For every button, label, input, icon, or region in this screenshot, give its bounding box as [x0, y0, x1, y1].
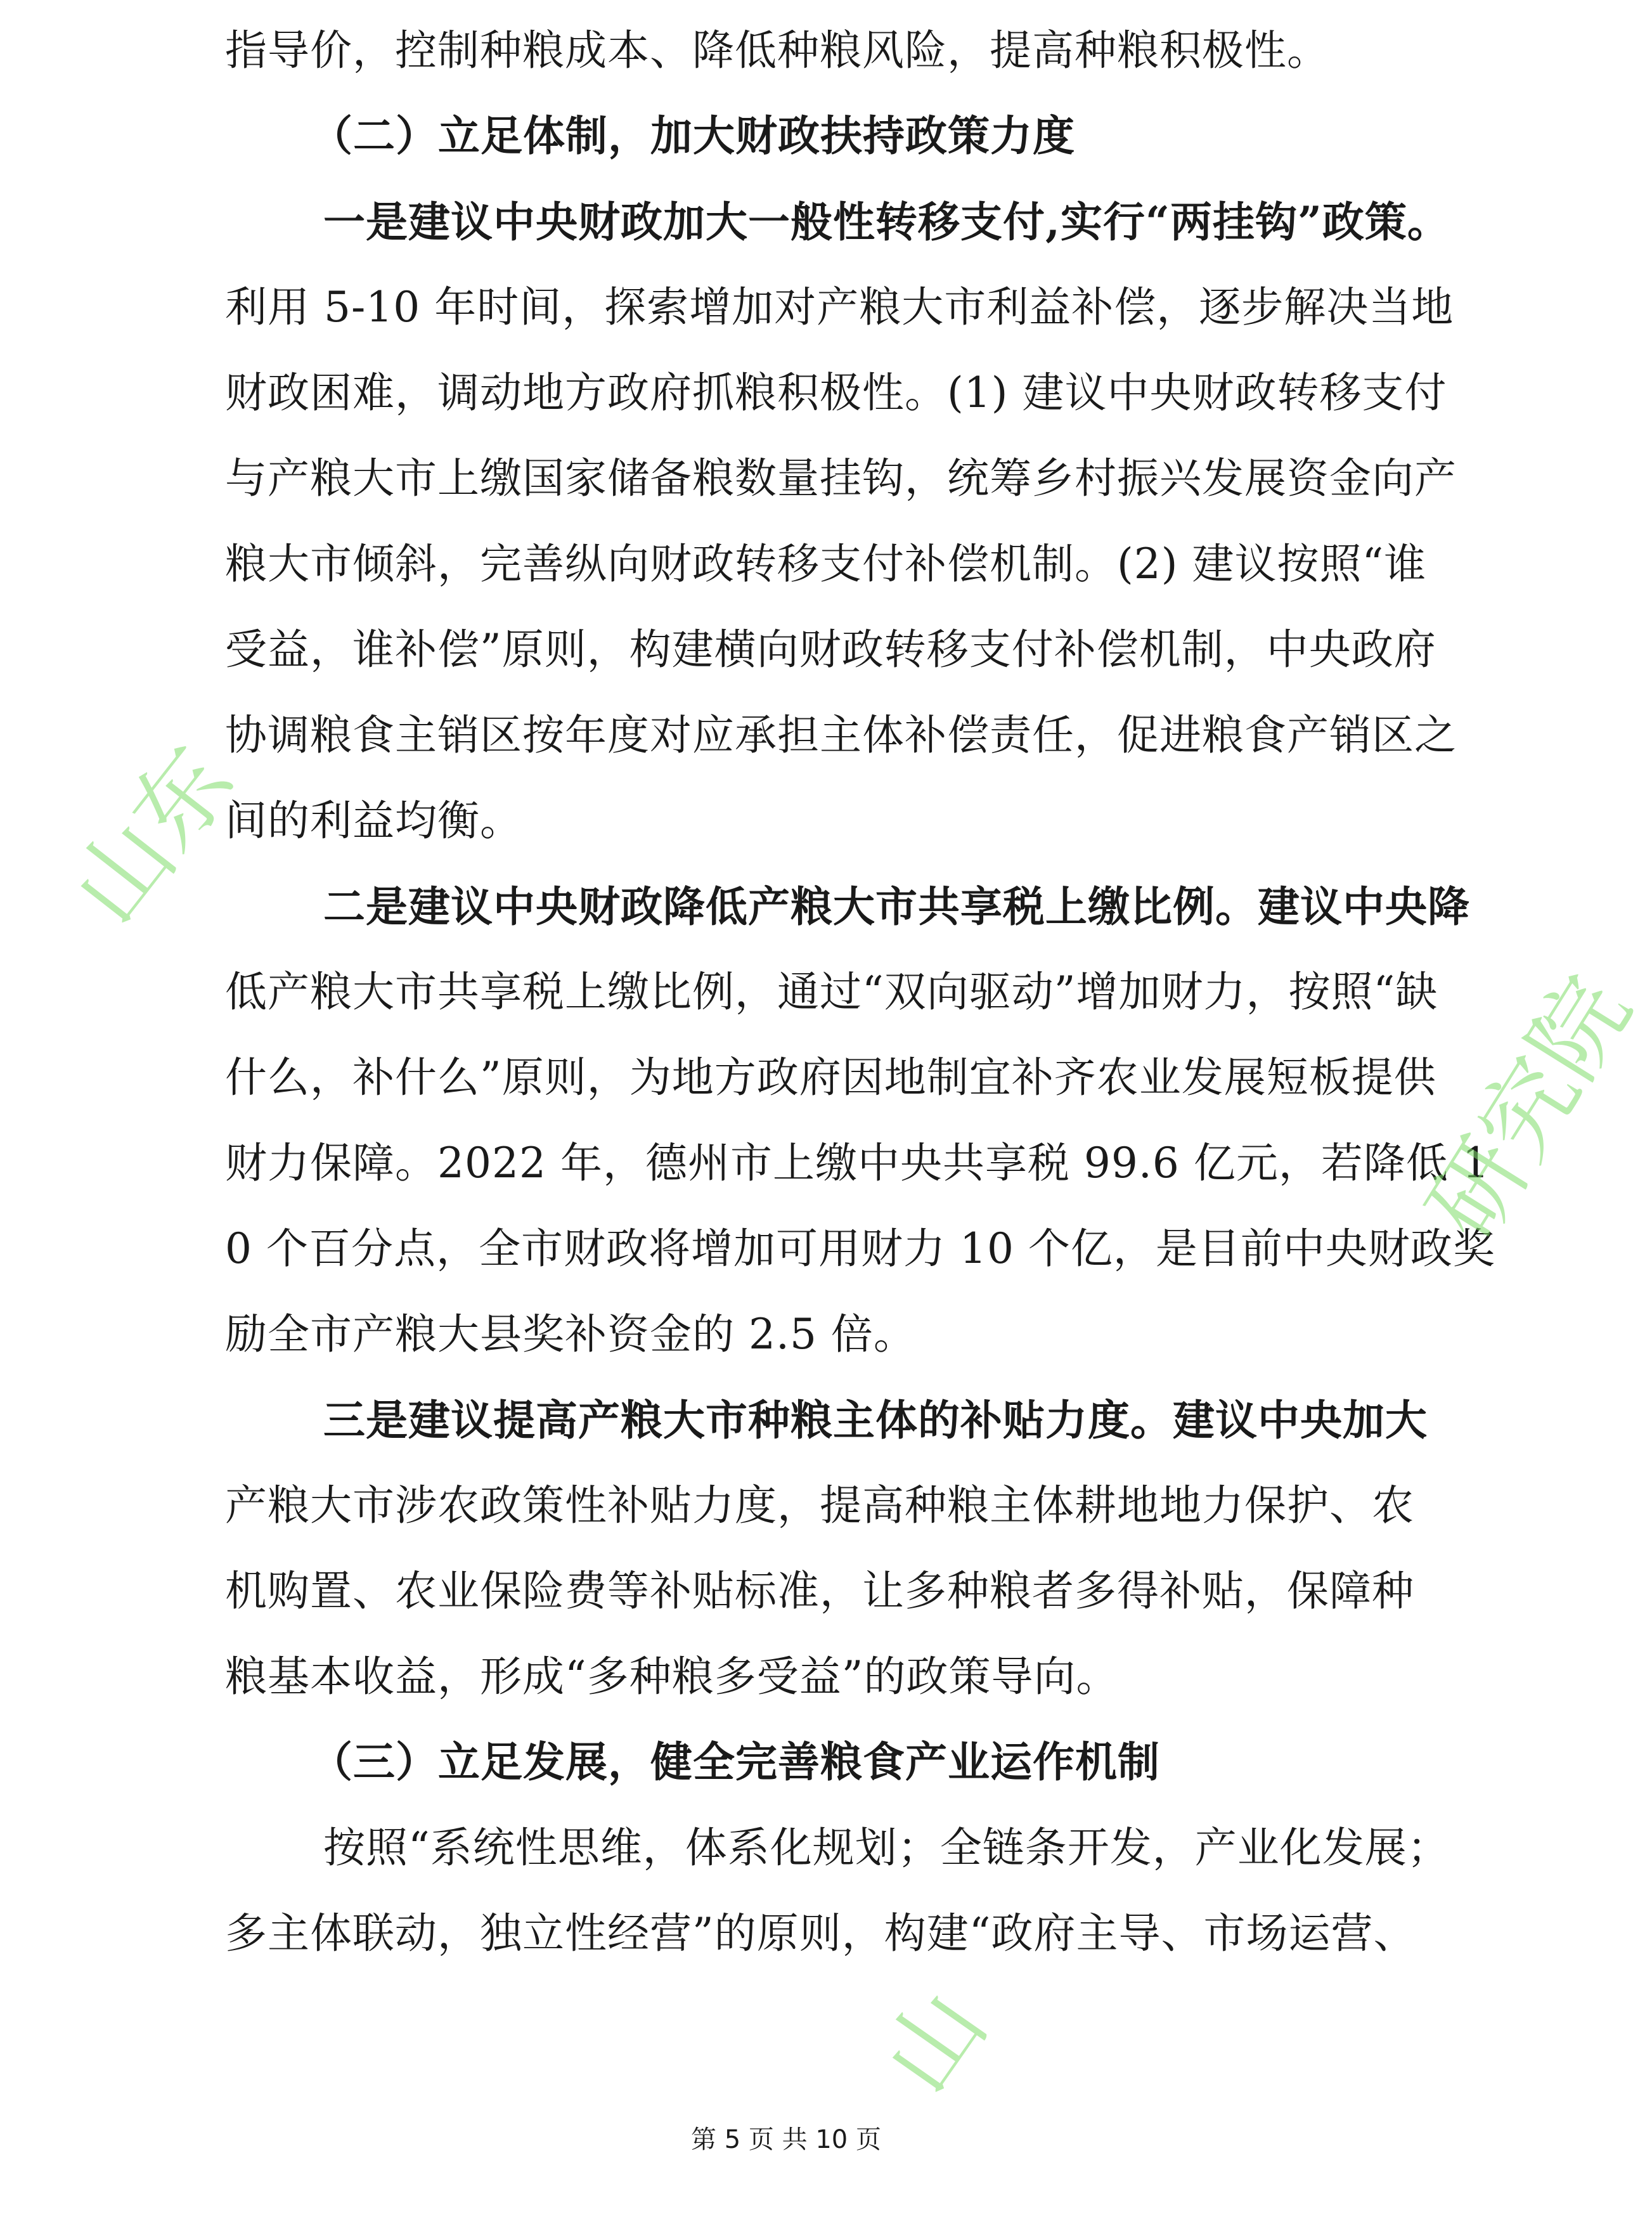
text-line: 一是建议中央财政加大一般性转移支付,实行“两挂钩”政策。	[323, 197, 1450, 247]
text-line: 财政困难，调动地方政府抓粮积极性。(1) 建议中央财政转移支付	[225, 368, 1447, 417]
section-heading: （三）立足发展，健全完善粮食产业运作机制	[311, 1738, 1160, 1787]
text-line: 低产粮大市共享税上缴比例，通过“双向驱动”增加财力，按照“缺	[225, 967, 1438, 1016]
text-line: 受益，谁补偿”原则，构建横向财政转移支付补偿机制，中央政府	[225, 625, 1436, 674]
text-line: 什么，补什么”原则，为地方政府因地制宜补齐农业发展短板提供	[225, 1053, 1436, 1102]
text-line: 按照“系统性思维，体系化规划；全链条开发，产业化发展；	[323, 1823, 1450, 1872]
text-line: 三是建议提高产粮大市种粮主体的补贴力度。建议中央加大	[323, 1395, 1428, 1445]
text-line: 利用 5-10 年时间，探索增加对产粮大市利益补偿，逐步解决当地	[225, 283, 1454, 332]
page-number: 第 5 页 共 10 页	[691, 2125, 881, 2154]
text-line: 产粮大市涉农政策性补贴力度，提高种粮主体耕地地力保护、农	[225, 1481, 1414, 1530]
section-heading: （二）立足体制，加大财政扶持政策力度	[311, 112, 1075, 160]
watermark: 山东	[51, 727, 255, 945]
text-line: 二是建议中央财政降低产粮大市共享税上缴比例。建议中央降	[323, 882, 1470, 931]
text-line: 多主体联动，独立性经营”的原则，构建“政府主导、市场运营、	[225, 1909, 1416, 1958]
text-line: 指导价，控制种粮成本、降低种粮风险，提高种粮积极性。	[225, 26, 1329, 75]
text-line: 财力保障。2022 年，德州市上缴中央共享税 99.6 亿元，若降低 1	[225, 1139, 1490, 1187]
text-line: 粮大市倾斜，完善纵向财政转移支付补偿机制。(2) 建议按照“谁	[225, 540, 1427, 588]
watermark: 研究院	[1407, 959, 1652, 1259]
text-line: 机购置、农业保险费等补贴标准，让多种粮者多得补贴，保障种	[225, 1567, 1414, 1615]
text-line: 协调粮食主销区按年度对应承担主体补偿责任，促进粮食产销区之	[225, 711, 1457, 760]
text-line: 间的利益均衡。	[225, 796, 522, 845]
text-line: 0 个百分点，全市财政将增加可用财力 10 个亿，是目前中央财政奖	[225, 1224, 1495, 1273]
text-line: 与产粮大市上缴国家储备粮数量挂钩，统筹乡村振兴发展资金向产	[225, 454, 1457, 503]
text-line: 粮基本收益，形成“多种粮多受益”的政策导向。	[225, 1652, 1119, 1701]
watermark: 山	[862, 1972, 1007, 2113]
text-line: 励全市产粮大县奖补资金的 2.5 倍。	[225, 1310, 916, 1359]
